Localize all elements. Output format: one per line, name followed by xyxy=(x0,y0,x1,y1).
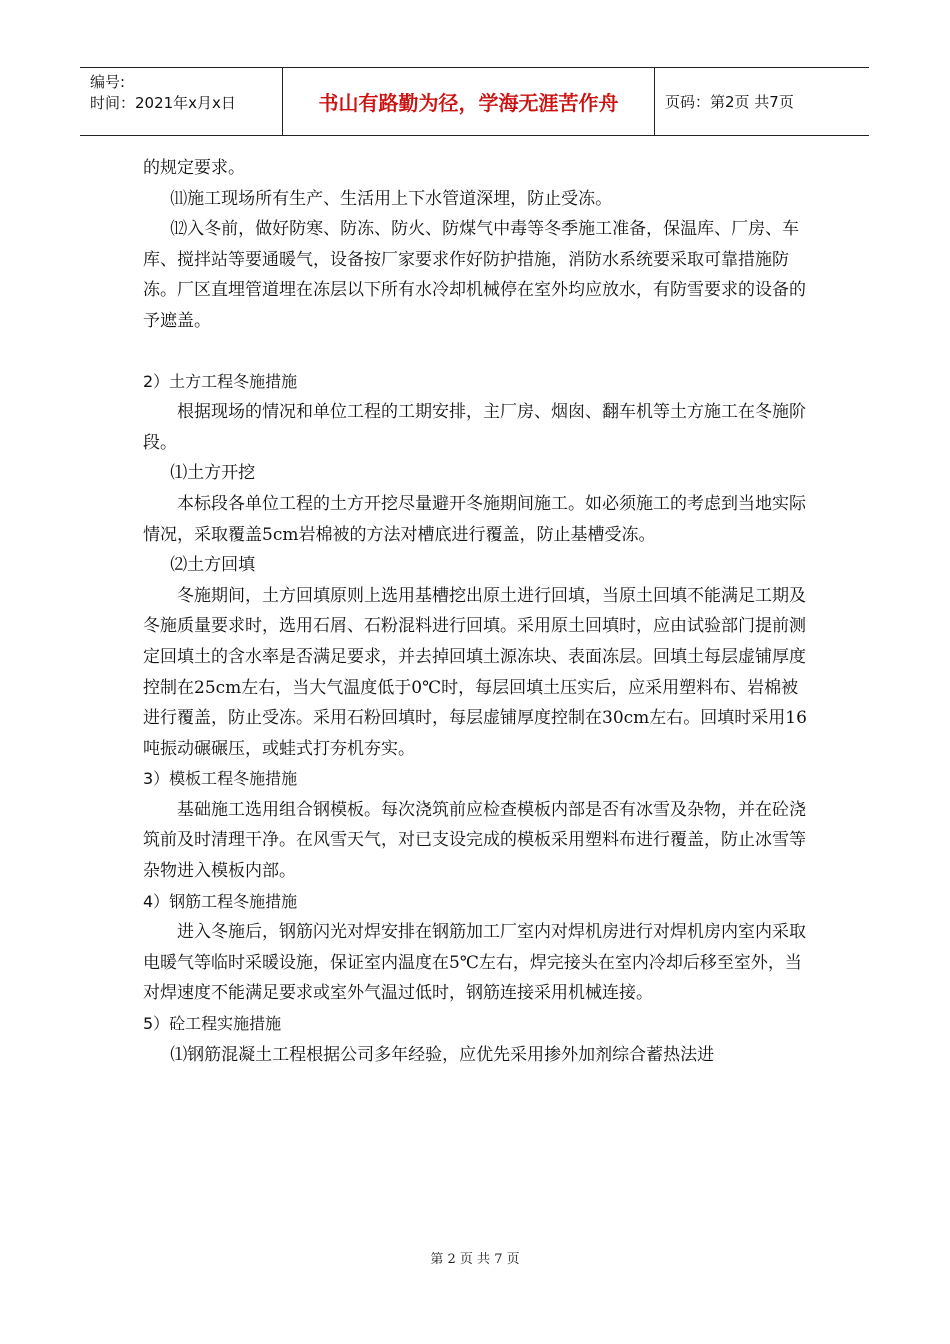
paragraph: 根据现场的情况和单位工程的工期安排，主厂房、烟囱、翻车机等土方施工在冬施阶段。 xyxy=(143,402,806,453)
document-header xyxy=(80,67,869,136)
paragraph: 进入冬施后，钢筋闪光对焊安排在钢筋加工厂室内对焊机房进行对焊机房内室内采取电暖气等临时采暖设施，保证室内温度在5℃左右，焊完接头在室内冷却后移至室外，当对焊速度不能满足要求或室外气温过低时，钢筋连接采用机械连接。 xyxy=(143,922,806,1004)
section-heading: 4）钢筋工程冬施措施 xyxy=(143,891,298,911)
page-info: 页码：第2页 共7页 xyxy=(665,93,794,111)
motto-text: 书山有路勤为径，学海无涯苦作舟 xyxy=(318,91,619,115)
paragraph: ⑿入冬前，做好防寒、防冻、防火、防煤气中毒等冬季施工准备，保温库、厂房、车库、搅拌站等要通暖气，设备按厂家要求作好防护措施，消防水系统要采取可靠措施防冻。厂区直埋管道埋在冻层以下所有水冷却机械停在室外均应放水，有防雪要求的设备的予遮盖。 xyxy=(143,219,806,331)
header-page-cell xyxy=(655,68,869,135)
serial-number-label: 编号: xyxy=(90,73,126,91)
section-gap xyxy=(143,337,809,367)
section-heading: 3）模板工程冬施措施 xyxy=(143,769,298,789)
section-heading: 2）土方工程冬施措施 xyxy=(143,371,298,391)
paragraph: 基础施工选用组合钢模板。每次浇筑前应检查模板内部是否有冰雪及杂物，并在砼浇筑前及时清理干净。在风雪天气，对已支设完成的模板采用塑料布进行覆盖，防止冰雪等杂物进入模板内部。 xyxy=(143,799,806,882)
paragraph: 本标段各单位工程的土方开挖尽量避开冬施期间施工。如必须施工的考虑到当地实际情况，采取覆盖5cm岩棉被的方法对槽底进行覆盖，防止基槽受冻。 xyxy=(143,493,806,545)
paragraph: 冬施期间，土方回填原则上选用基槽挖出原土进行回填，当原土回填不能满足工期及冬施质量要求时，选用石屑、石粉混料进行回填。采用原土回填时，应由试验部门提前测定回填土的含水率是否满足要求，并去掉回填土源冻块、表面冻层。回填土每层虚铺厚度控制在25cm左右，当大气温度低于0℃时，每层回填土压实后，应采用塑料布、岩棉被进行覆盖，防止受冻。采用石粉回填时，每层虚铺厚度控制在30cm左右。回填时采用16吨振动碾碾压，或蛙式打夯机夯实。 xyxy=(143,585,807,759)
page-footer: 第 2 页 共 7 页 xyxy=(430,1252,520,1267)
paragraph: ⑾施工现场所有生产、生活用上下水管道深埋，防止受冻。 xyxy=(170,188,613,209)
header-motto-cell xyxy=(283,68,655,135)
paragraph: 的规定要求。 xyxy=(143,158,245,178)
paragraph: ⑴钢筋混凝土工程根据公司多年经验，应优先采用掺外加剂综合蓄热法进 xyxy=(170,1044,715,1065)
document-body xyxy=(143,153,809,1070)
header-meta-cell xyxy=(80,68,283,135)
paragraph: ⑵土方回填 xyxy=(170,555,256,576)
paragraph: ⑴土方开挖 xyxy=(170,463,256,484)
date-label: 时间：2021年x月x日 xyxy=(90,94,236,112)
section-heading: 5）砼工程实施措施 xyxy=(143,1014,282,1034)
